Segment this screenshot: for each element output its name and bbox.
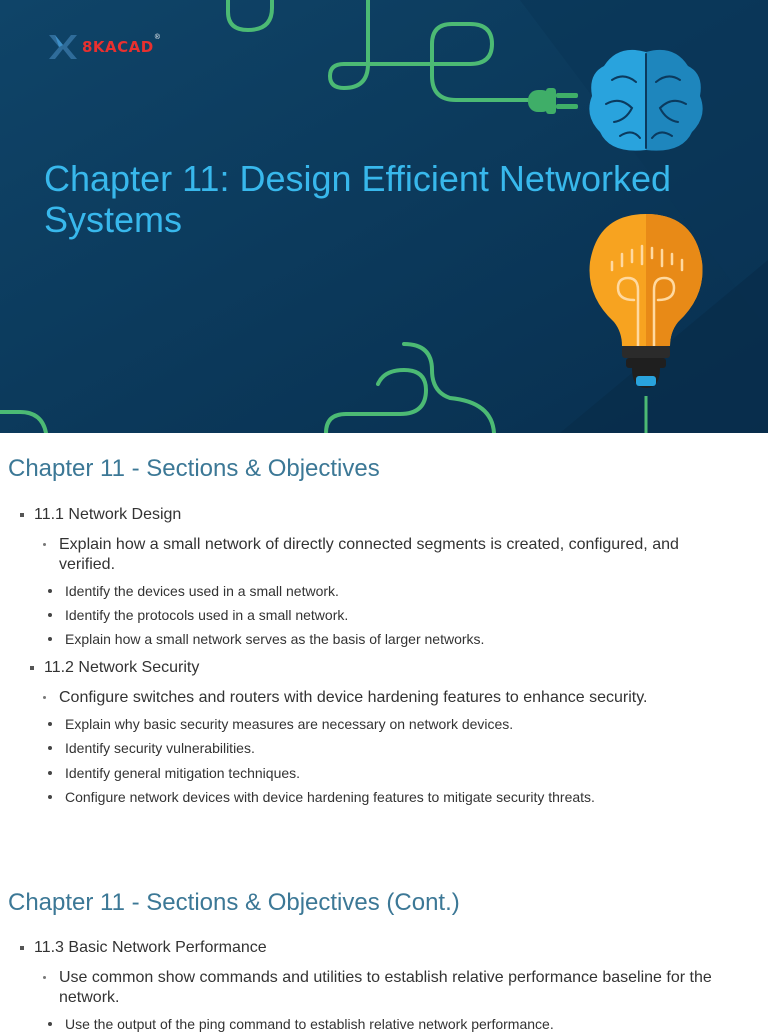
list-item: Explain how a small network serves as the basis of larger networks. [65, 631, 485, 647]
title-slide-banner [0, 0, 768, 433]
chapter-title: Chapter 11: Design Efficient Networked Systems [44, 158, 671, 240]
objective-network-security: Configure switches and routers with device hardening features to enhance security. [59, 688, 739, 708]
brain-icon [589, 50, 702, 151]
list-item: Use the output of the ping command to establish relative network performance. [65, 1016, 554, 1032]
logo [46, 30, 160, 64]
topic-network-design: 11.1 Network Design [34, 506, 182, 523]
logo-mark-icon [46, 31, 80, 63]
list-item: Identify security vulnerabilities. [65, 740, 255, 756]
list-item: Identify general mitigation techniques. [65, 765, 301, 781]
logo-text: 8KACAD [82, 38, 154, 56]
objectives-section [0, 446, 768, 805]
list-item: Configure network devices with device hardening features to mitigate security threats. [65, 789, 595, 805]
list-item: Identify the devices used in a small network. [65, 583, 339, 599]
section-title: Chapter 11 - Sections & Objectives [8, 455, 380, 482]
objectives-section-cont [0, 880, 768, 1032]
topic-network-security: 11.2 Network Security [44, 659, 200, 676]
list-item: Explain why basic security measures are necessary on network devices. [65, 716, 514, 732]
section-title: Chapter 11 - Sections & Objectives (Cont.) [8, 889, 460, 916]
registered-mark: ® [154, 33, 160, 41]
objective-network-performance: Use common show commands and utilities to establish relative performance baseline for the network. [59, 968, 739, 1008]
list-item: Identify the protocols used in a small network. [65, 607, 349, 623]
objective-network-design: Explain how a small network of directly connected segments is created, configured, and verified. [59, 535, 739, 575]
topic-network-performance: 11.3 Basic Network Performance [34, 939, 267, 956]
